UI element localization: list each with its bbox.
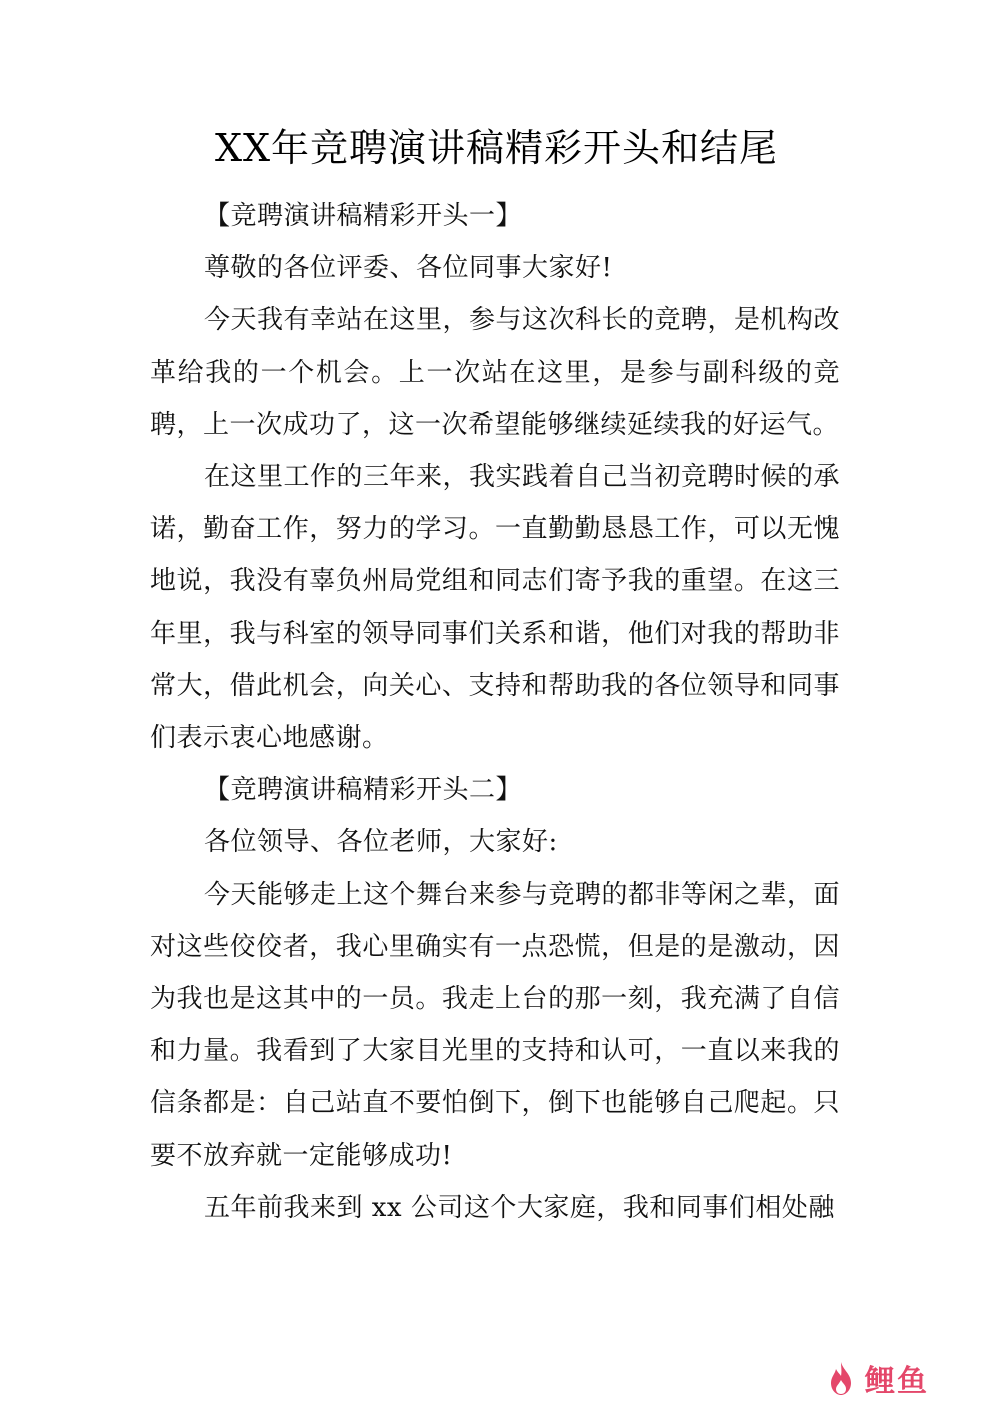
section-heading: 【竞聘演讲稿精彩开头二】 bbox=[204, 775, 523, 806]
document-title: XX年竞聘演讲稿精彩开头和结尾 bbox=[214, 126, 779, 170]
paragraph: 今天能够走上这个舞台来参与竞聘的都非等闲之辈，面对这些佼佼者，我心里确实有一点恐慌，但是的是激动，因为我也是这其中的一员。我走上台的那一刻，我充满了自信和力量。我看到了大家目光里的支持和认可，一直以来我的信条都是：自己站直不要怕倒下，倒下也能够自己爬起。只要不放弃就一定能够成功! bbox=[150, 879, 841, 1171]
paragraph: 各位领导、各位老师，大家好: bbox=[204, 827, 558, 858]
paragraph: 在这里工作的三年来，我实践着自己当初竞聘时候的承诺，勤奋工作，努力的学习。一直勤勤恳恳工作，可以无愧地说，我没有辜负州局党组和同志们寄予我的重望。在这三年里，我与科室的领导同事们关系和谐，他们对我的帮助非常大，借此机会，向关心、支持和帮助我的各位领导和同事们表示衷心地感谢。 bbox=[150, 462, 841, 754]
section-heading: 【竞聘演讲稿精彩开头一】 bbox=[204, 201, 523, 231]
document-body bbox=[150, 190, 840, 1234]
fire-icon bbox=[821, 1358, 861, 1398]
paragraph: 五年前我来到 xx 公司这个大家庭，我和同事们相处融 bbox=[204, 1192, 835, 1223]
paragraph: 今天我有幸站在这里，参与这次科长的竞聘，是机构改革给我的一个机会。上一次站在这里，是参与副科级的竞聘，上一次成功了，这一次希望能够继续延续我的好运气。 bbox=[150, 305, 841, 440]
paragraph: 尊敬的各位评委、各位同事大家好! bbox=[204, 253, 613, 284]
watermark-text: 鲤鱼 bbox=[865, 1364, 929, 1399]
watermark-logo bbox=[821, 1358, 971, 1398]
